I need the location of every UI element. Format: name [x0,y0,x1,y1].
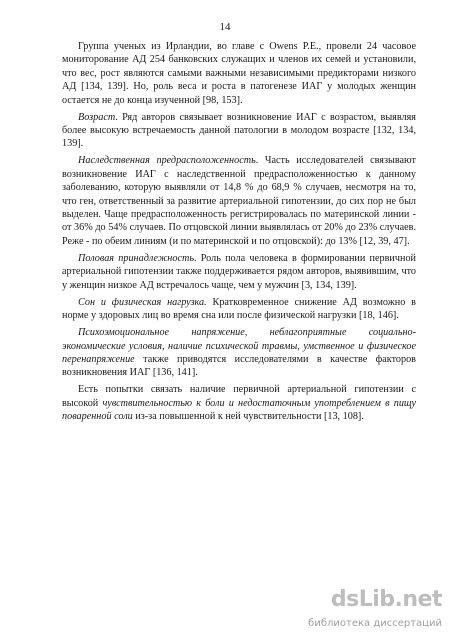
text-run: . Роль пола человека в формировании первичной артериальной гипотензии также поддерживается рядом авторов, выявившим, что у женщин низкое АД встречалось чаще, чем у мужчин [3, 134, 139]. [62,252,416,291]
text-run: Есть попытки связать наличие первичной артериальной гипотензии с высокой [62,384,416,409]
text-run: Группа ученых из Ирландии, во главе с Owens P.E., провели 24 часовое мониторование АД 254 банковских служащих и членов их семей и установили, что вес, рост являются самыми важными независимыми предикторами низкого АД [134, 139]. Но, роль веса и роста в патогенезе ИАГ у молодых женщин остается не до конца изученной [98, 153]. [62,41,416,106]
paragraph [62,326,416,380]
text-run: . Часть исследователей связывают возникновение ИАГ с наследственной предрасположенностью к данному заболеванию, которую выявляли от 14,8 % до 68,9 % случаев, несмотря на то, что ген, ответственный за развитие артериальной гипотензии, до сих пор не был выделен. Чаще предрасположенность регистрировалась по материнской линии - от 36% до 54% случаев. По отцовской линии выявлялась от 20% до 23% случаев. Реже - по обеим линиям (и по материнской и по отцовской): до 13% [12, 39, 47]. [62,155,416,247]
italic-run: Сон и физическая нагрузка. [78,296,207,308]
text-run: Кратковременное снижение АД возможно в норме у здоровых лиц во время сна или после физической нагрузки [18, 146]. [62,296,416,322]
document-body [62,40,416,427]
text-run: также приводятся исследователями в качестве факторов возникновения ИАГ [136, 141]. [62,353,416,379]
watermark-subtitle: библиотека диссертаций [308,618,442,629]
text-run: из-за повышенной к ней чувствительности [13, 108]. [132,411,364,423]
paragraph [62,154,416,248]
paragraph [62,383,416,423]
watermark-logo: dsLib.net [330,587,442,612]
italic-run: Психоэмоциональное напряжение, неблагоприятные социально-экономические условия, наличие психической травмы, умственное и физическое перенапряжение [62,327,416,365]
watermark [308,587,442,629]
italic-run: Наследственная предрасположенность [78,155,256,167]
page-number: 14 [219,21,231,33]
text-run: . Ряд авторов связывает возникновение ИАГ с возрастом, выявляя более высокую встречаемость данной патологии в молодом возрасте [132, 134, 139]. [62,111,416,150]
paragraph [62,111,416,151]
paragraph [62,40,416,107]
paragraph [62,252,416,292]
paragraph [62,296,416,323]
italic-run: чувствительностью к боли и недостаточным употреблением в пищу поваренной соли [62,397,416,423]
italic-run: Возраст [78,111,116,123]
italic-run: Половая принадлежность [78,252,194,264]
